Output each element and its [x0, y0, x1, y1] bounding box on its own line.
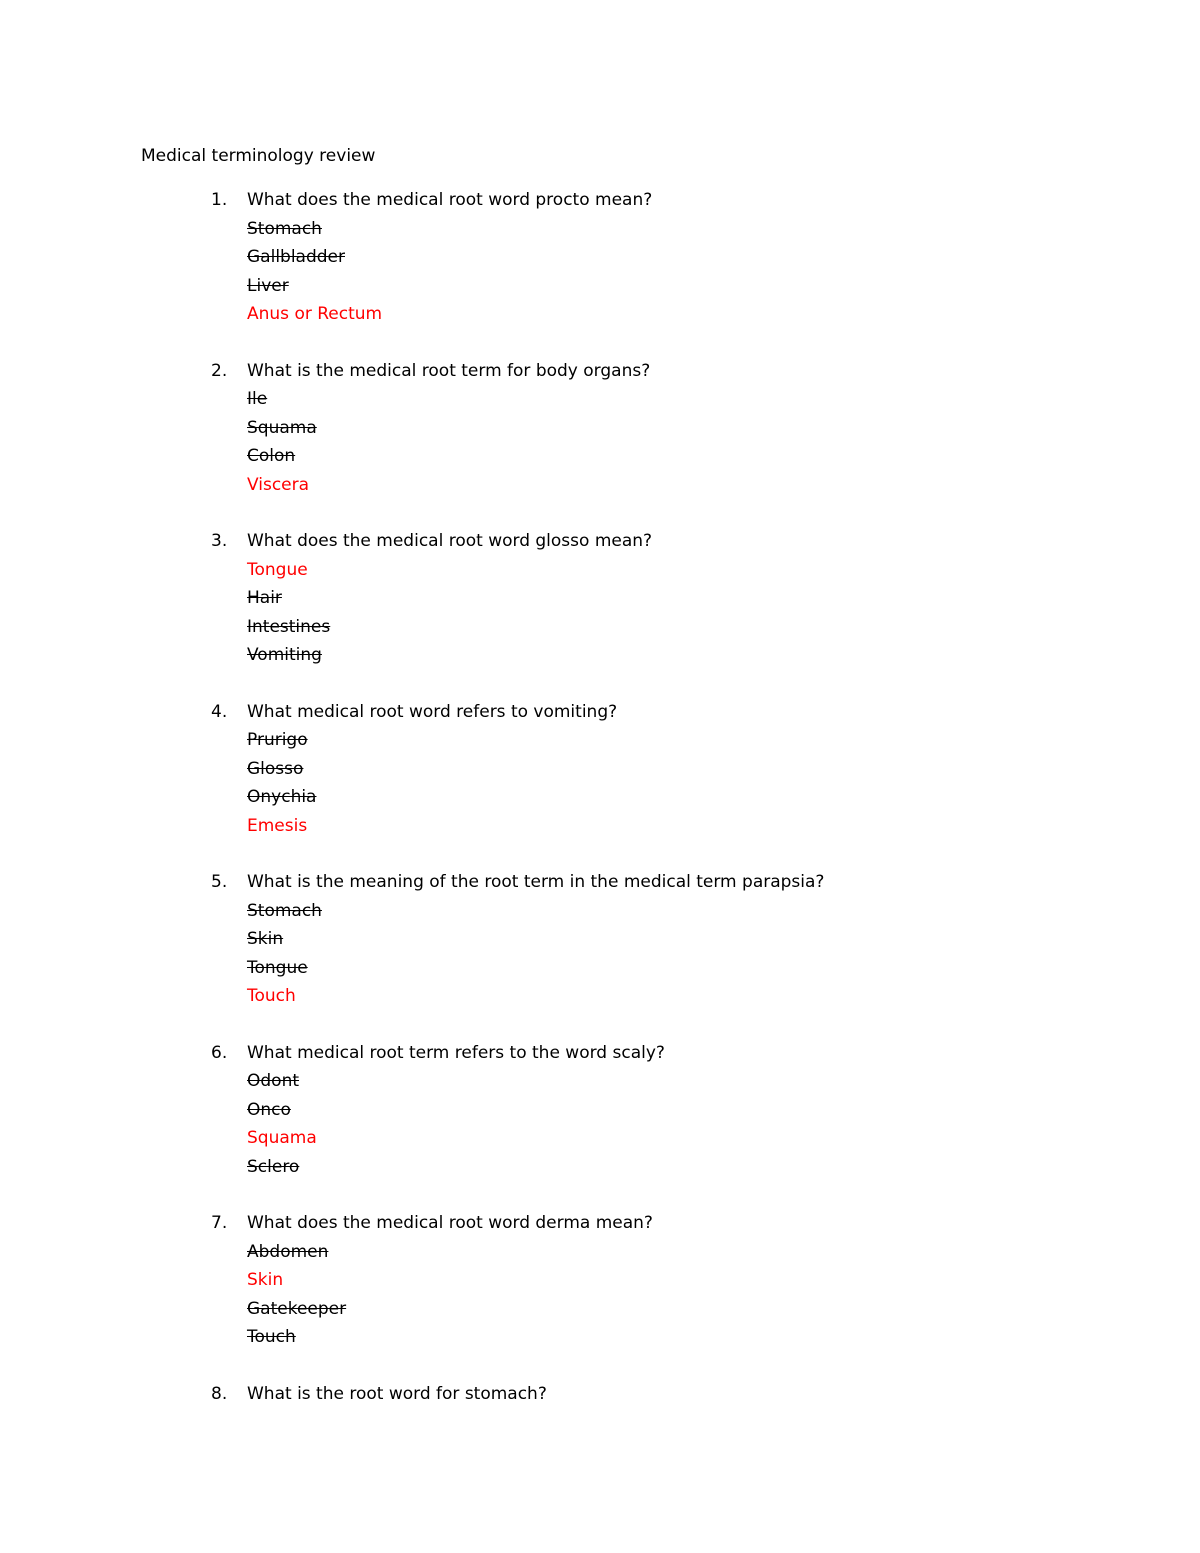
question-item: [0, 1380, 1200, 1409]
question-item: [0, 1039, 1200, 1182]
question-number: 5.: [211, 872, 228, 892]
correct-answer-option: Squama: [247, 1128, 317, 1148]
question-text: What is the root word for stomach?: [247, 1383, 547, 1404]
answer-option: Squama: [247, 417, 317, 438]
correct-answer-option: Tongue: [247, 559, 308, 580]
question-text: What is the medical root term for body organs?: [247, 360, 651, 381]
question-text: What does the medical root word procto mean?: [247, 190, 653, 210]
question-item: [0, 357, 1200, 500]
answer-option: Glosso: [247, 758, 304, 779]
answer-option: Stomach: [247, 900, 322, 921]
question-number: 6.: [211, 1042, 228, 1063]
question-item: [0, 1209, 1200, 1352]
question-number: 8.: [211, 1383, 228, 1404]
answer-option: Tongue: [247, 957, 308, 978]
question-list: [0, 186, 1200, 1436]
answer-options: [0, 868, 1200, 1011]
answer-option: Colon: [247, 446, 296, 466]
answer-option: Sclero: [247, 1156, 300, 1177]
question-text: What medical root term refers to the word scaly?: [247, 1042, 665, 1063]
question-item: [0, 698, 1200, 841]
answer-option: Odont: [247, 1071, 300, 1091]
answer-option: Onco: [247, 1099, 291, 1120]
question-item: [0, 868, 1200, 1011]
correct-answer-option: Emesis: [247, 815, 308, 836]
question-number: 1.: [211, 190, 228, 210]
question-number: 4.: [211, 701, 228, 722]
question-text: What medical root word refers to vomiting?: [247, 701, 618, 722]
answer-option: Stomach: [247, 218, 322, 239]
question-number: 7.: [211, 1213, 228, 1233]
answer-option: Onychia: [247, 787, 317, 807]
question-text: What is the meaning of the root term in the medical term parapsia?: [247, 872, 825, 892]
answer-option: Touch: [247, 1327, 296, 1347]
answer-options: [0, 698, 1200, 841]
correct-answer-option: Touch: [247, 986, 296, 1006]
correct-answer-option: Anus or Rectum: [247, 304, 383, 324]
answer-options: [0, 357, 1200, 500]
document-title: Medical terminology review: [141, 146, 376, 166]
answer-options: [0, 1209, 1200, 1352]
question-text: What does the medical root word derma mean?: [247, 1213, 653, 1233]
answer-option: Abdomen: [247, 1241, 329, 1262]
question-number: 3.: [211, 531, 228, 551]
answer-option: Liver: [247, 275, 289, 296]
answer-options: [0, 1039, 1200, 1182]
correct-answer-option: Viscera: [247, 474, 310, 495]
correct-answer-option: Skin: [247, 1270, 284, 1290]
question-item: [0, 527, 1200, 670]
answer-option: Vomiting: [247, 645, 322, 665]
answer-option: Gallbladder: [247, 247, 345, 267]
answer-option: Hair: [247, 588, 282, 608]
answer-option: Gatekeeper: [247, 1298, 347, 1319]
question-item: [0, 186, 1200, 329]
answer-options: [0, 527, 1200, 670]
question-text: What does the medical root word glosso mean?: [247, 531, 653, 551]
answer-option: Intestines: [247, 616, 331, 637]
answer-option: Skin: [247, 929, 284, 949]
question-number: 2.: [211, 360, 228, 381]
question-spacer: [0, 1380, 1200, 1409]
answer-options: [0, 186, 1200, 329]
answer-option: Ile: [247, 389, 268, 409]
answer-option: Prurigo: [247, 730, 308, 750]
